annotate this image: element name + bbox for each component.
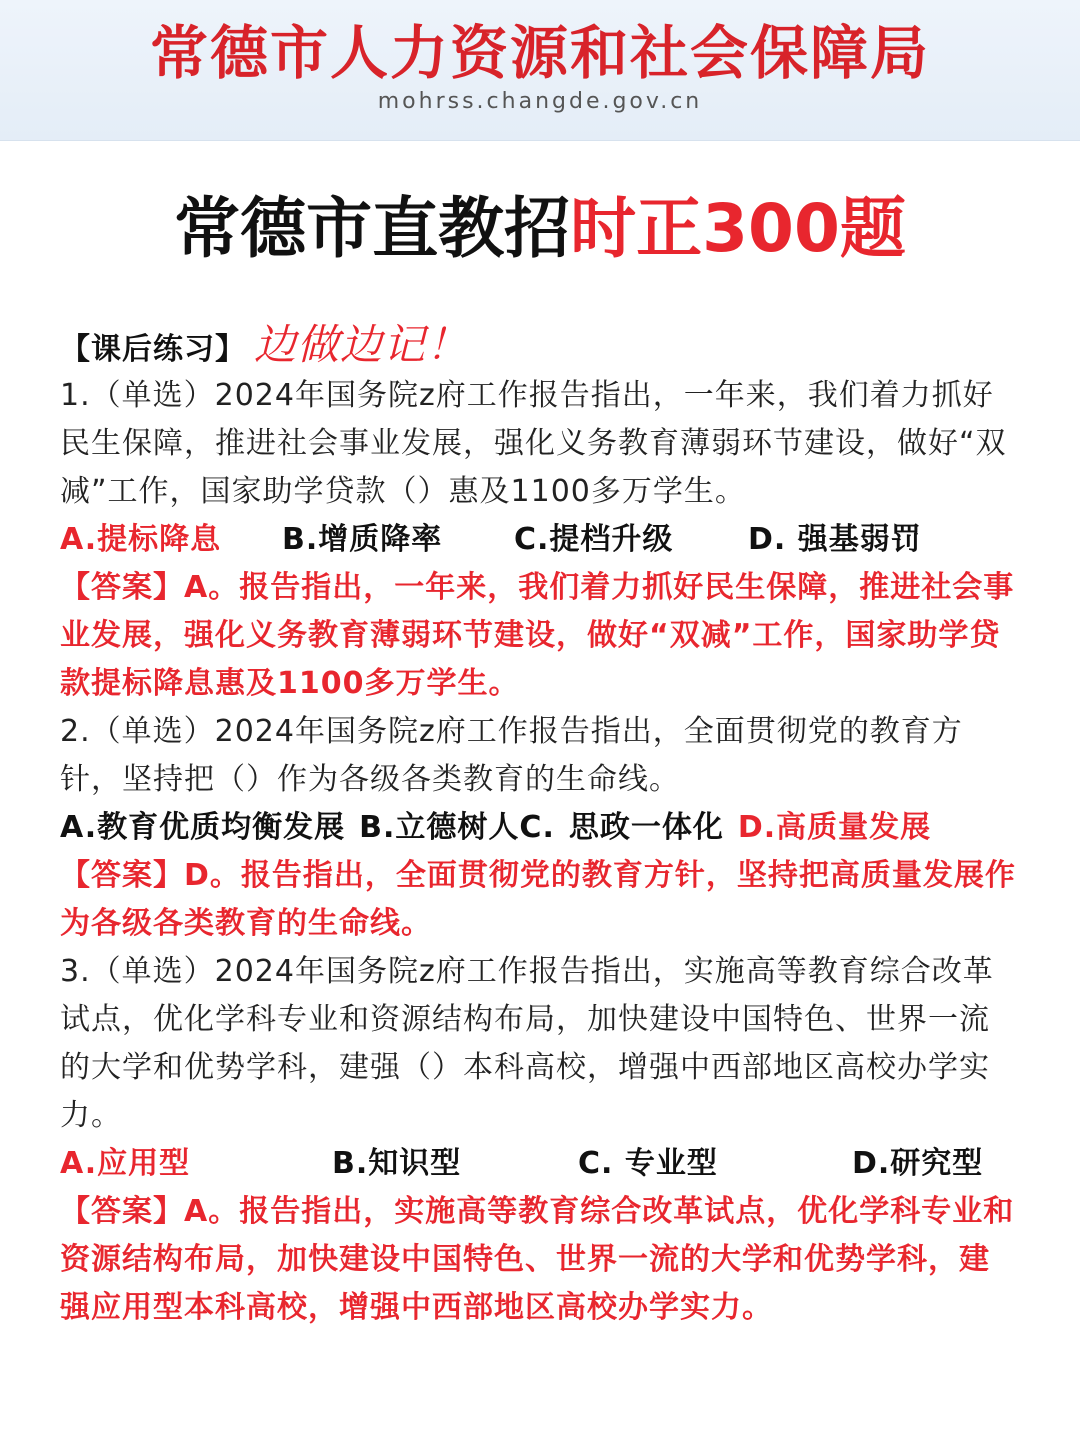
- option-a: A.应用型: [60, 1146, 191, 1181]
- question-3-options: [60, 1140, 1018, 1188]
- page-title-main: 常德市直教招: [174, 190, 571, 267]
- question-3-answer: 【答案】A。报告指出，实施高等教育综合改革试点，优化学科专业和资源结构布局，加快建设中国特色、世界一流的大学和优势学科，建强应用型本科高校，增强中西部地区高校办学实力。: [60, 1194, 1015, 1325]
- option-c: C. 专业型: [578, 1146, 718, 1181]
- site-header: [0, 0, 1080, 141]
- option-c: C.提档升级: [514, 522, 674, 557]
- section-header: [60, 318, 1018, 372]
- org-name: 常德市人力资源和社会保障局: [149, 19, 930, 87]
- option-b: B.知识型: [332, 1146, 462, 1181]
- option-a: A.提标降息: [60, 522, 222, 557]
- option-d: D.研究型: [852, 1146, 984, 1181]
- page-title: [0, 186, 1080, 272]
- question-2-text: 2.（单选）2024年国务院z府工作报告指出，全面贯彻党的教育方针，坚持把（）作为各级各类教育的生命线。: [60, 714, 963, 797]
- question-1-answer: 【答案】A。报告指出，一年来，我们着力抓好民生保障，推进社会事业发展，强化义务教育薄弱环节建设，做好“双减”工作，国家助学贷款提标降息惠及1100多万学生。: [60, 570, 1015, 701]
- option-b: B.立德树人C.: [359, 810, 555, 845]
- option-d: D.高质量发展: [737, 810, 932, 845]
- question-2-answer: 【答案】D。报告指出，全面贯彻党的教育方针，坚持把高质量发展作为各级各类教育的生命线。: [60, 858, 1016, 941]
- question-3-text: 3.（单选）2024年国务院z府工作报告指出，实施高等教育综合改革试点，优化学科专业和资源结构布局，加快建设中国特色、世界一流的大学和优势学科，建强（）本科高校，增强中西部地区高校办学实力。: [60, 954, 994, 1133]
- option-a: A.教育优质均衡发展: [60, 810, 346, 845]
- section-tag: 【课后练习】: [60, 332, 246, 367]
- question-1-options: [60, 516, 1018, 564]
- site-url: mohrss.changde.gov.cn: [377, 89, 703, 114]
- option-b: B.增质降率: [282, 522, 443, 557]
- page-title-highlight: 时正300题: [570, 190, 906, 267]
- option-d: D. 强基弱罚: [748, 522, 922, 557]
- exercise-content: [60, 318, 1018, 1332]
- question-1-text: 1.（单选）2024年国务院z府工作报告指出，一年来，我们着力抓好民生保障，推进社会事业发展，强化义务教育薄弱环节建设，做好“双减”工作，国家助学贷款（）惠及1100多万学生。: [60, 378, 1007, 509]
- option-c: 思政一体化: [568, 810, 724, 845]
- handwritten-note: 边做边记！: [254, 320, 470, 369]
- question-2-options: [60, 804, 1018, 852]
